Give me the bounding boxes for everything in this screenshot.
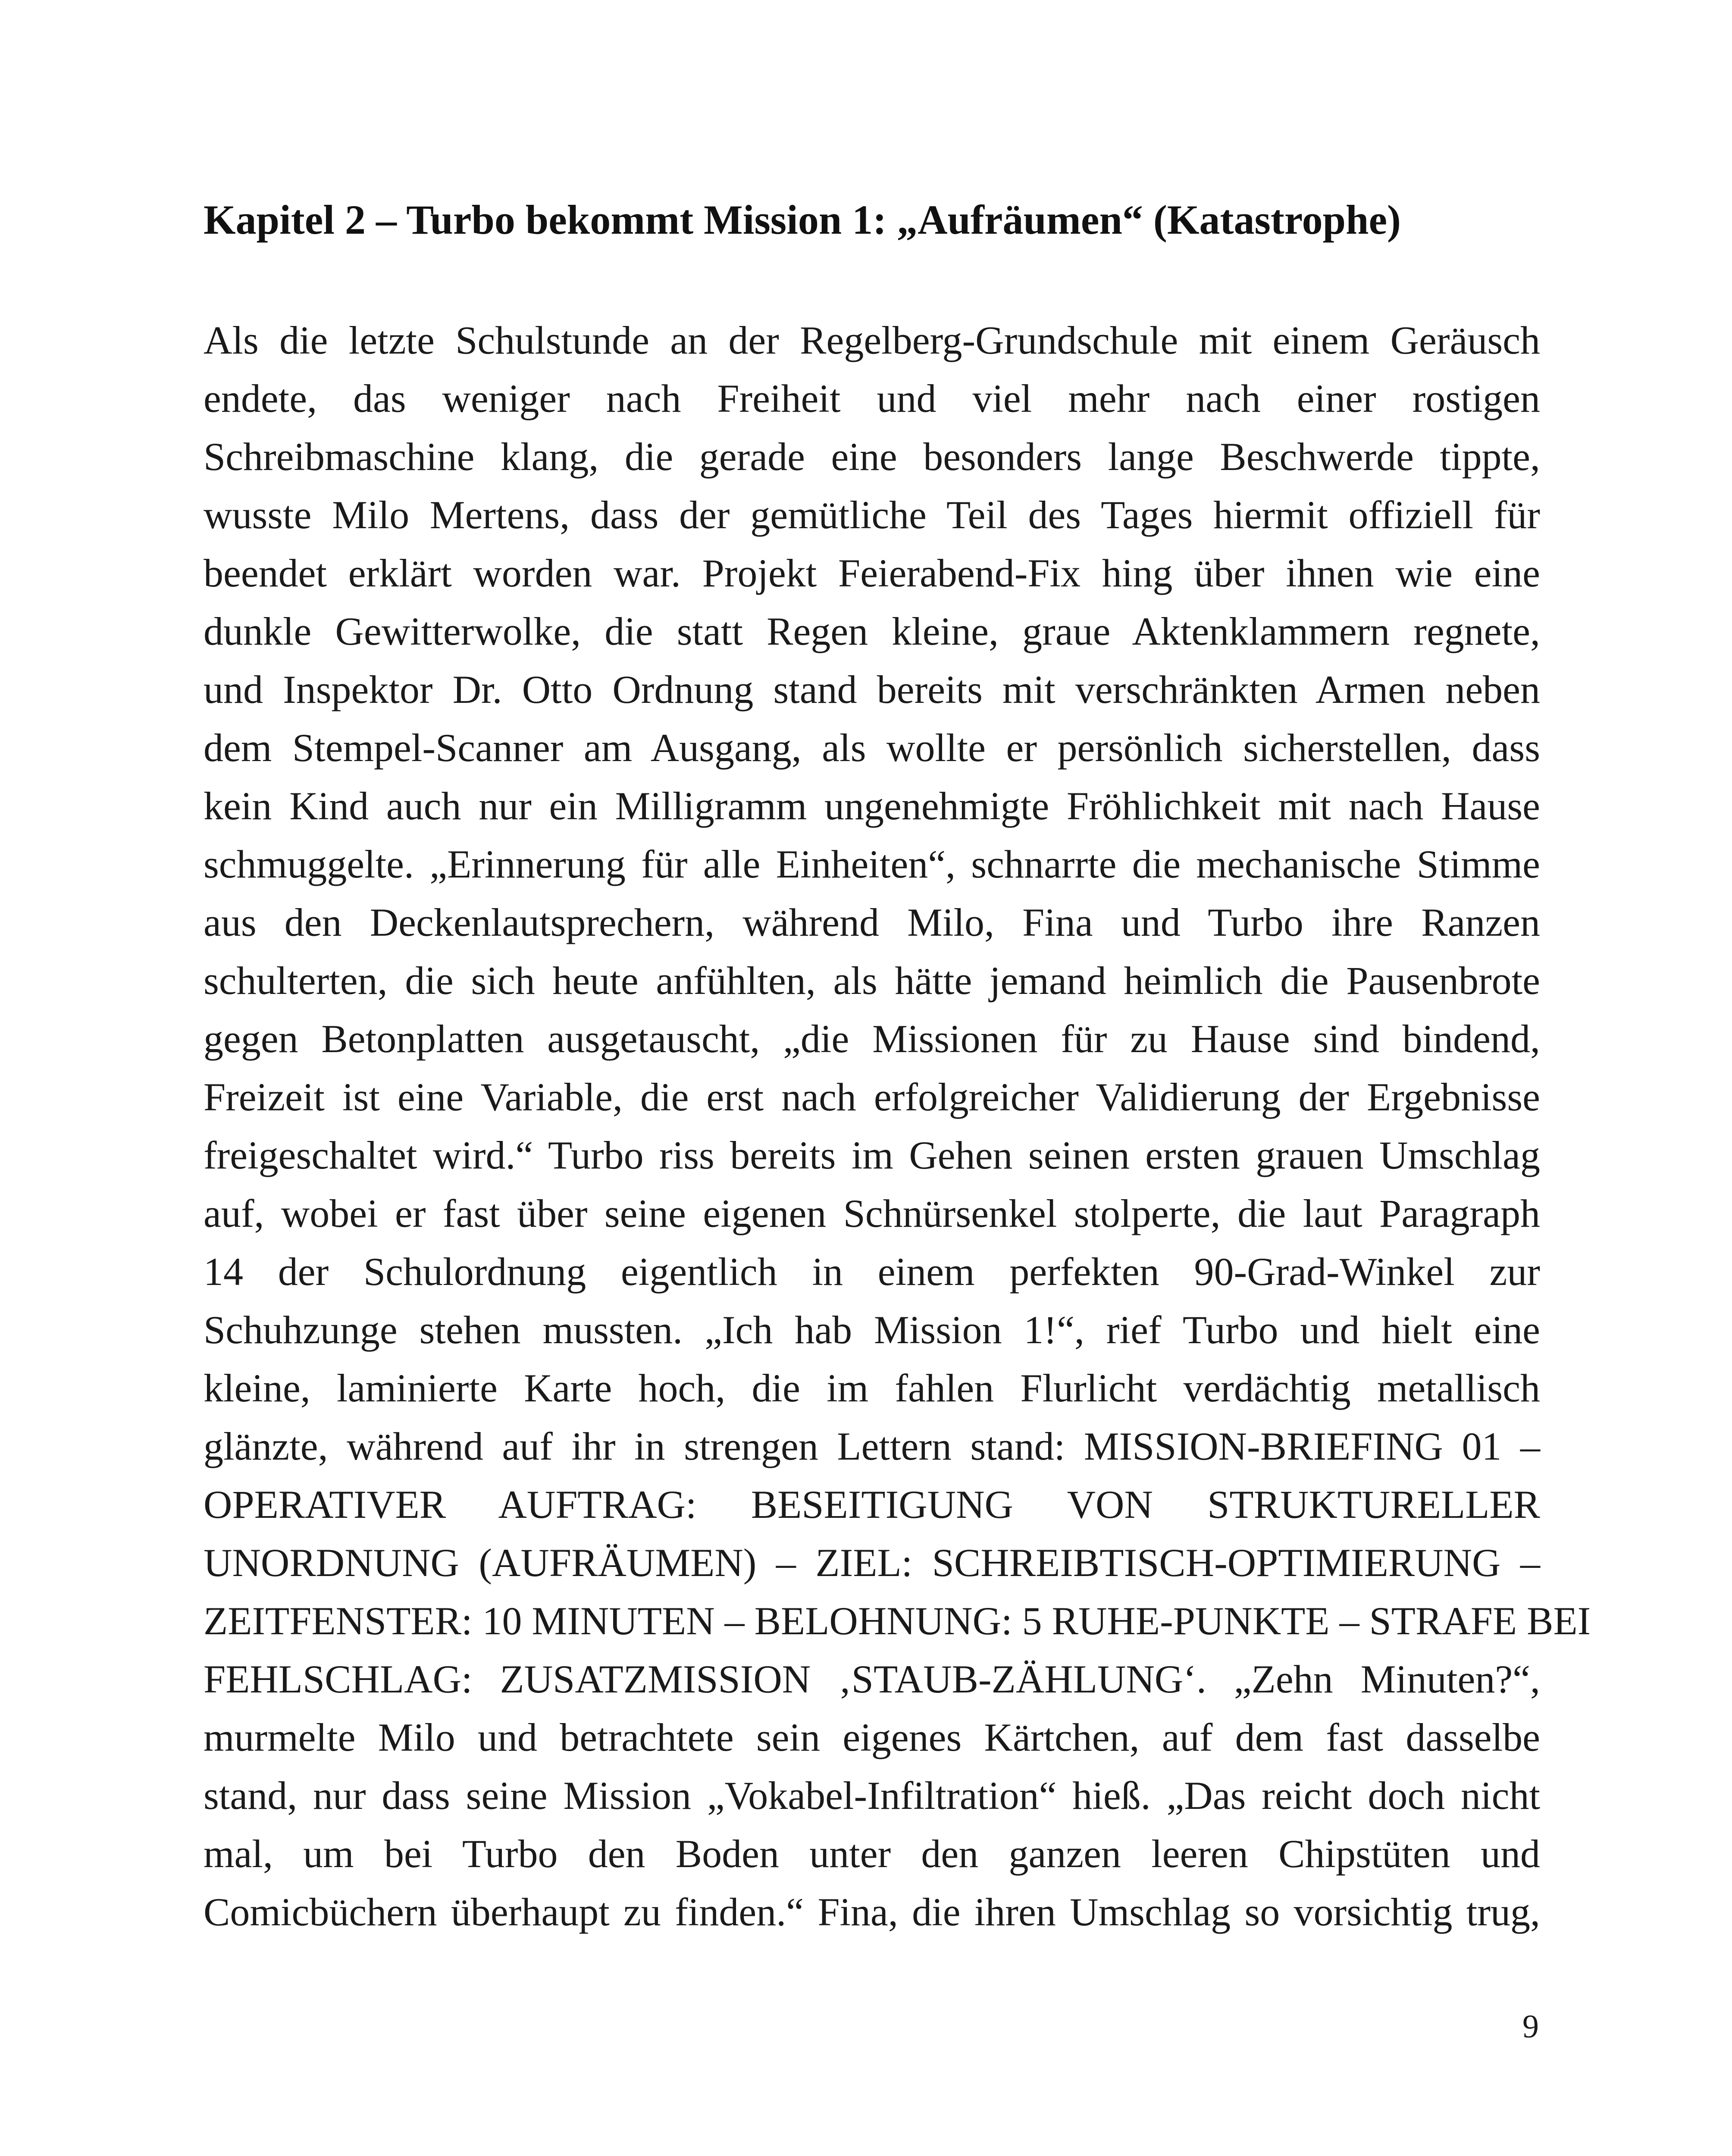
- text-line: beendet erklärt worden war. Projekt Feierabend-Fix hing über ihnen wie eine: [204, 551, 1540, 595]
- text-line: endete, das weniger nach Freiheit und viel mehr nach einer rostigen: [204, 376, 1540, 420]
- page-number: 9: [1522, 2009, 1539, 2045]
- text-line: Schuhzunge stehen mussten. „Ich hab Mission 1!“, rief Turbo und hielt eine: [204, 1308, 1540, 1352]
- text-line: kleine, laminierte Karte hoch, die im fahlen Flurlicht verdächtig metallisch: [204, 1366, 1540, 1410]
- text-line: FEHLSCHLAG: ZUSATZMISSION ‚STAUB-ZÄHLUNG‘. „Zehn Minuten?“,: [204, 1657, 1540, 1701]
- text-line: glänzte, während auf ihr in strengen Lettern stand: MISSION-BRIEFING 01 –: [204, 1424, 1540, 1468]
- text-line: gegen Betonplatten ausgetauscht, „die Missionen für zu Hause sind bindend,: [204, 1017, 1540, 1061]
- text-line: kein Kind auch nur ein Milligramm ungenehmigte Fröhlichkeit mit nach Hause: [204, 784, 1540, 828]
- text-line: mal, um bei Turbo den Boden unter den ganzen leeren Chipstüten und: [204, 1832, 1540, 1876]
- text-line: Als die letzte Schulstunde an der Regelberg-Grundschule mit einem Geräusch: [204, 318, 1540, 362]
- chapter-title: Kapitel 2 – Turbo bekommt Mission 1: „Aufräumen“ (Katastrophe): [204, 197, 1401, 243]
- text-line: murmelte Milo und betrachtete sein eigenes Kärtchen, auf dem fast dasselbe: [204, 1715, 1540, 1759]
- text-line: Freizeit ist eine Variable, die erst nach erfolgreicher Validierung der Ergebnisse: [204, 1075, 1540, 1119]
- text-line: wusste Milo Mertens, dass der gemütliche Teil des Tages hiermit offiziell für: [204, 493, 1540, 537]
- text-line: und Inspektor Dr. Otto Ordnung stand bereits mit verschränkten Armen neben: [204, 667, 1540, 711]
- text-line: Schreibmaschine klang, die gerade eine besonders lange Beschwerde tippte,: [204, 435, 1540, 479]
- text-line: aus den Deckenlautsprechern, während Milo, Fina und Turbo ihre Ranzen: [204, 900, 1540, 944]
- text-line: schulterten, die sich heute anfühlten, als hätte jemand heimlich die Pausenbrote: [204, 959, 1540, 1003]
- text-line: 14 der Schulordnung eigentlich in einem perfekten 90-Grad-Winkel zur: [204, 1250, 1540, 1294]
- body-paragraph: [204, 311, 1591, 1941]
- text-line: stand, nur dass seine Mission „Vokabel-Infiltration“ hieß. „Das reicht doch nicht: [204, 1774, 1540, 1818]
- text-line: dunkle Gewitterwolke, die statt Regen kleine, graue Aktenklammern regnete,: [204, 609, 1540, 653]
- text-line: freigeschaltet wird.“ Turbo riss bereits im Gehen seinen ersten grauen Umschlag: [204, 1133, 1540, 1177]
- text-line: schmuggelte. „Erinnerung für alle Einheiten“, schnarrte die mechanische Stimme: [204, 842, 1540, 886]
- text-line: dem Stempel-Scanner am Ausgang, als wollte er persönlich sicherstellen, dass: [204, 726, 1540, 770]
- text-line: UNORDNUNG (AUFRÄUMEN) – ZIEL: SCHREIBTISCH-OPTIMIERUNG –: [204, 1541, 1540, 1585]
- text-line: ZEITFENSTER: 10 MINUTEN – BELOHNUNG: 5 RUHE-PUNKTE – STRAFE BEI: [204, 1599, 1591, 1643]
- text-line: auf, wobei er fast über seine eigenen Schnürsenkel stolperte, die laut Paragraph: [204, 1191, 1540, 1235]
- text-line: OPERATIVER AUFTRAG: BESEITIGUNG VON STRUKTURELLER: [204, 1482, 1540, 1526]
- text-line: Comicbüchern überhaupt zu finden.“ Fina, die ihren Umschlag so vorsichtig trug,: [204, 1890, 1540, 1934]
